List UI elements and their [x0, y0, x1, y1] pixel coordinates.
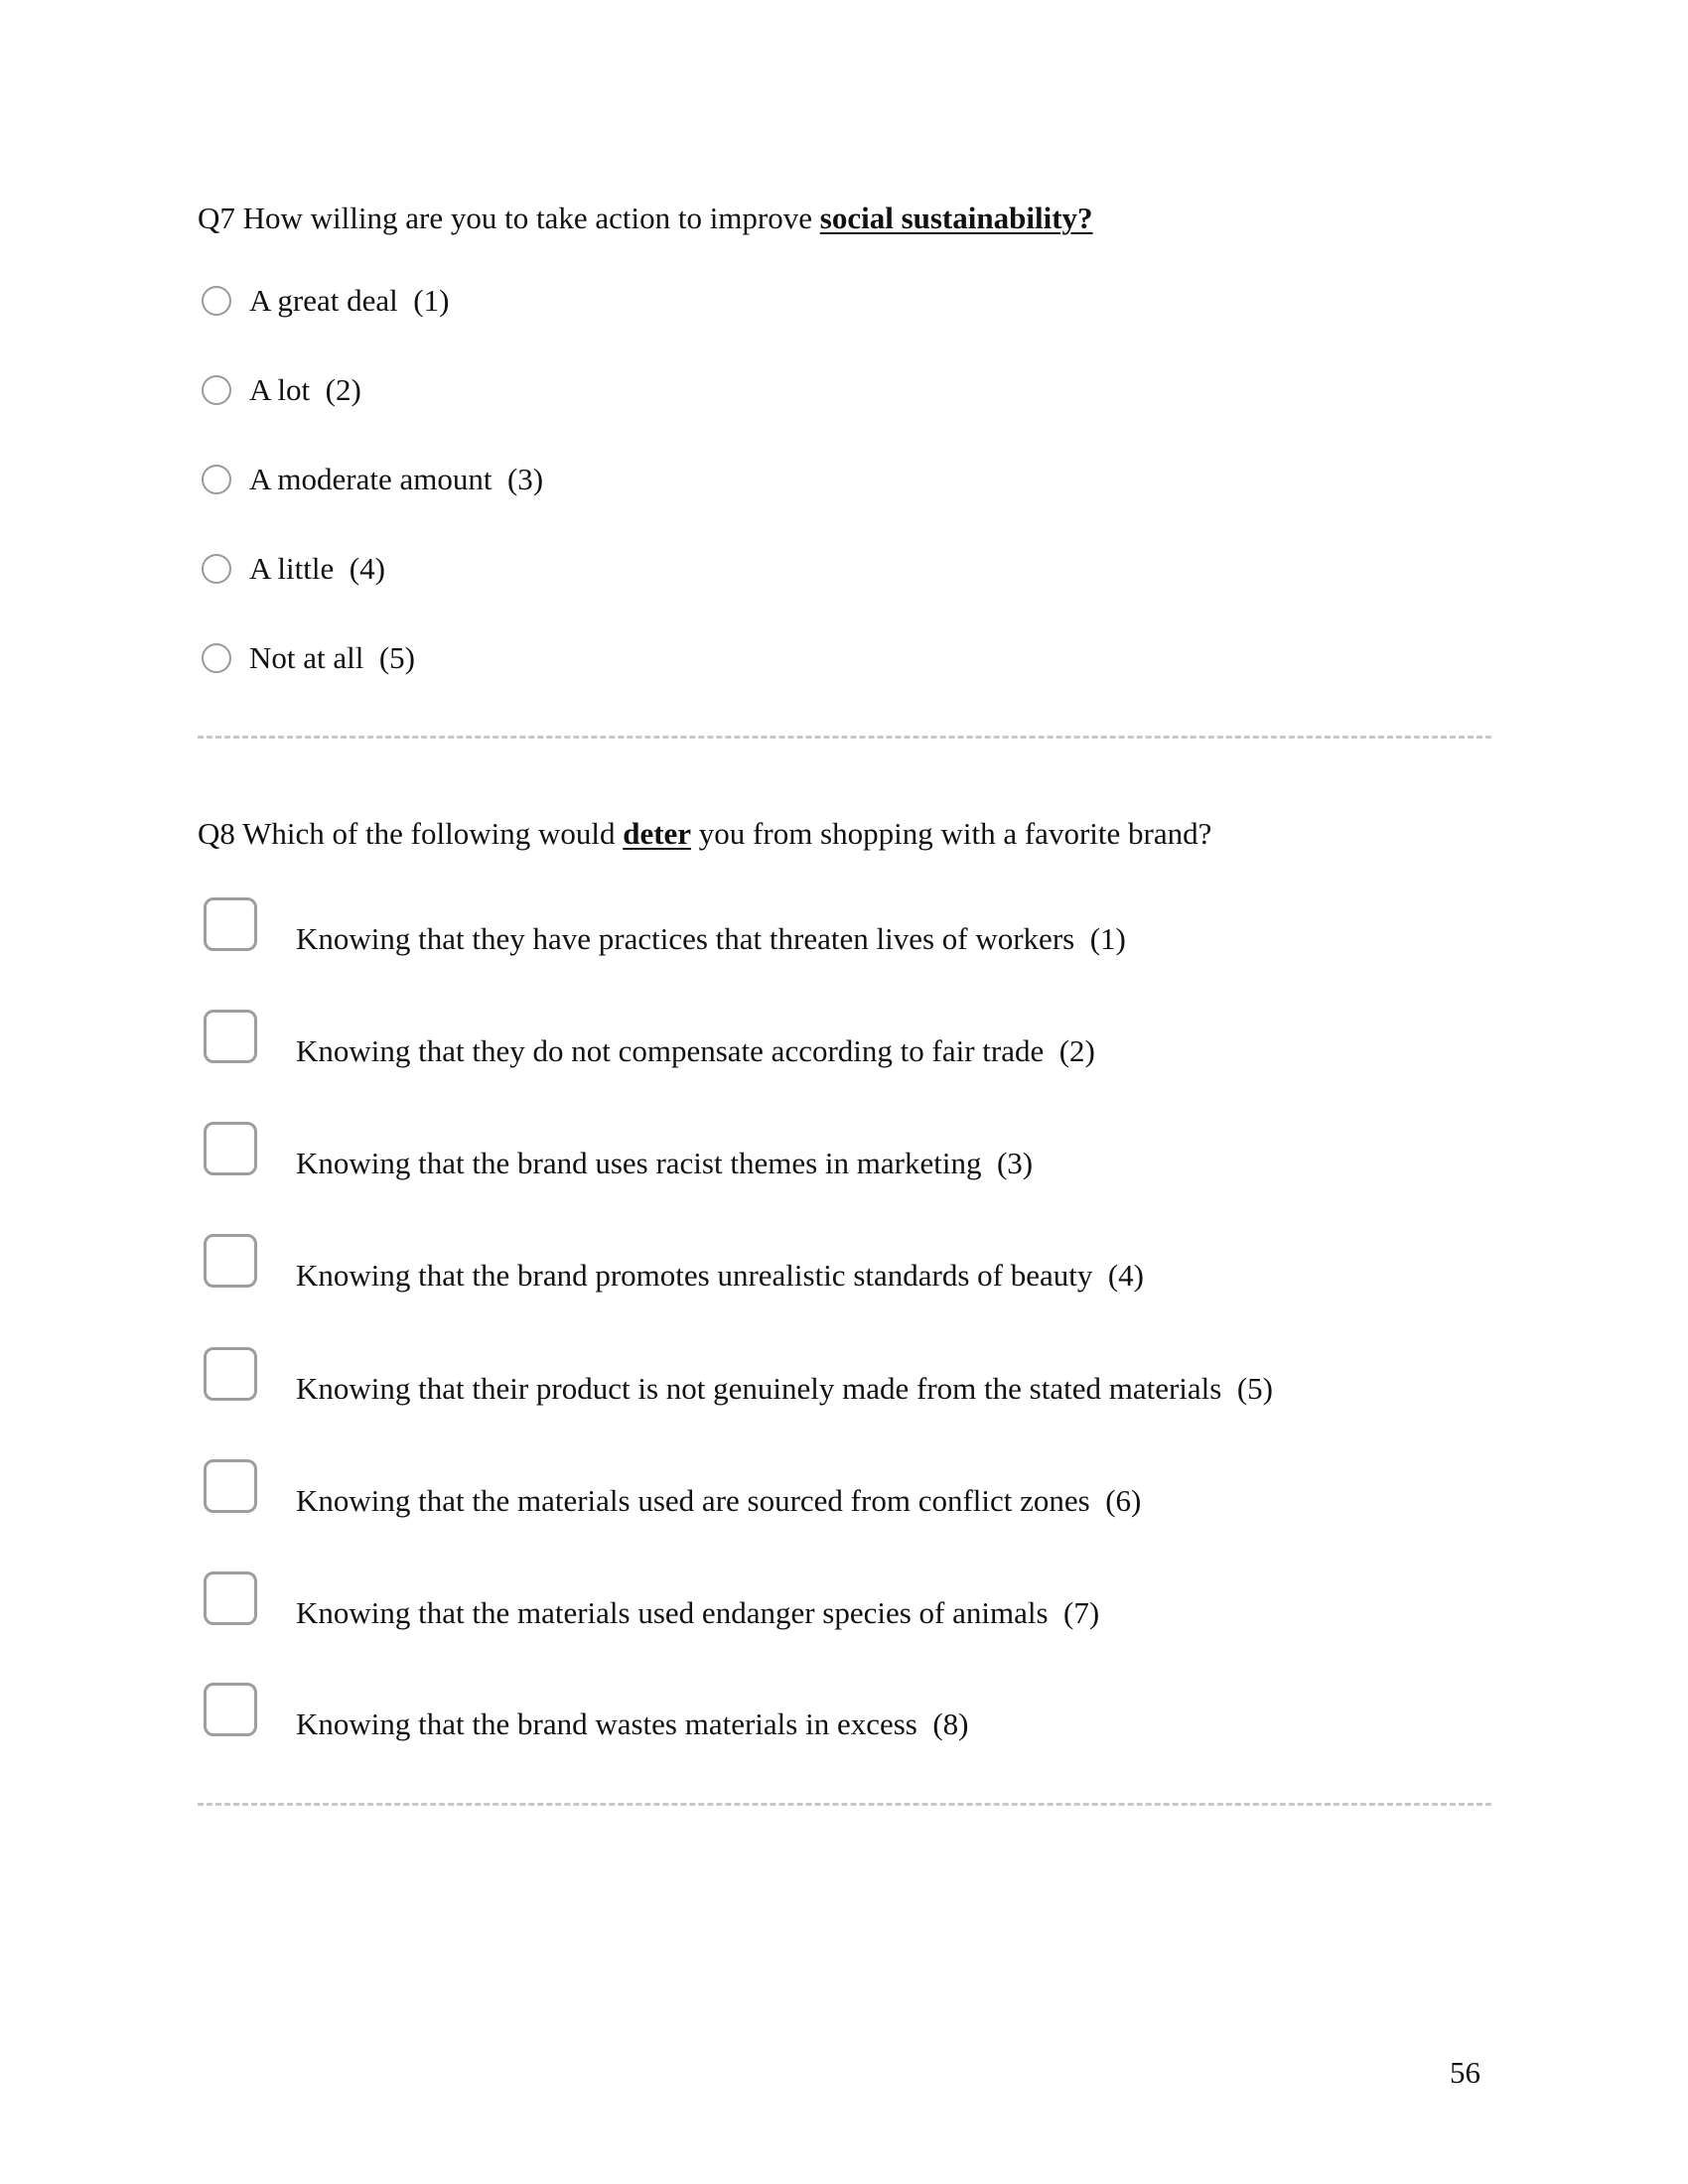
- q8-option-label: Knowing that the materials used endanger species of animals (7): [296, 1595, 1100, 1630]
- q8-option-label: Knowing that the brand wastes materials in excess (8): [296, 1706, 969, 1741]
- q7-option-label: A lot (2): [249, 372, 361, 407]
- q7-prefix: Q7 How willing are you to take action to improve: [198, 201, 820, 235]
- q8-option-label: Knowing that the brand uses racist themes in marketing (3): [296, 1146, 1034, 1180]
- q8-prefix: Q8 Which of the following would: [198, 816, 624, 851]
- q8-emphasis: deter: [623, 816, 692, 851]
- q7-option-label: A moderate amount (3): [249, 462, 544, 496]
- q7-emphasis: social sustainability: [819, 201, 1078, 235]
- radio-button[interactable]: [202, 643, 231, 673]
- q7-option-5[interactable]: [202, 638, 415, 678]
- q8-suffix: you from shopping with a favorite brand?: [691, 816, 1212, 851]
- q7-option-label: Not at all (5): [249, 640, 416, 675]
- radio-button[interactable]: [202, 554, 231, 584]
- checkbox[interactable]: [204, 897, 257, 951]
- q8-question-text: [198, 814, 1211, 854]
- radio-button[interactable]: [202, 375, 231, 405]
- page-number: 56: [1450, 2055, 1480, 2090]
- checkbox[interactable]: [204, 1010, 257, 1063]
- checkbox[interactable]: [204, 1571, 257, 1625]
- q8-option-label: Knowing that their product is not genuinely made from the stated materials (5): [296, 1371, 1273, 1406]
- q7-option-label: A great deal (1): [249, 283, 450, 318]
- question-divider: [198, 1803, 1491, 1806]
- q7-option-1[interactable]: [202, 281, 449, 321]
- q7-question-text: [198, 199, 1093, 238]
- radio-button[interactable]: [202, 465, 231, 494]
- radio-button[interactable]: [202, 286, 231, 316]
- checkbox[interactable]: [204, 1122, 257, 1175]
- checkbox[interactable]: [204, 1683, 257, 1736]
- checkbox[interactable]: [204, 1234, 257, 1288]
- q8-option-label: Knowing that the brand promotes unrealistic standards of beauty (4): [296, 1258, 1144, 1293]
- q7-option-3[interactable]: [202, 460, 543, 499]
- q7-option-label: A little (4): [249, 551, 385, 586]
- checkbox[interactable]: [204, 1347, 257, 1401]
- q7-option-2[interactable]: [202, 370, 361, 410]
- q8-option-label: Knowing that they have practices that threaten lives of workers (1): [296, 921, 1126, 956]
- question-divider: [198, 736, 1491, 739]
- q7-option-4[interactable]: [202, 549, 385, 589]
- q8-option-label: Knowing that they do not compensate according to fair trade (2): [296, 1033, 1095, 1068]
- checkbox[interactable]: [204, 1459, 257, 1513]
- q7-suffix: ?: [1077, 201, 1093, 235]
- q8-option-label: Knowing that the materials used are sourced from conflict zones (6): [296, 1483, 1142, 1518]
